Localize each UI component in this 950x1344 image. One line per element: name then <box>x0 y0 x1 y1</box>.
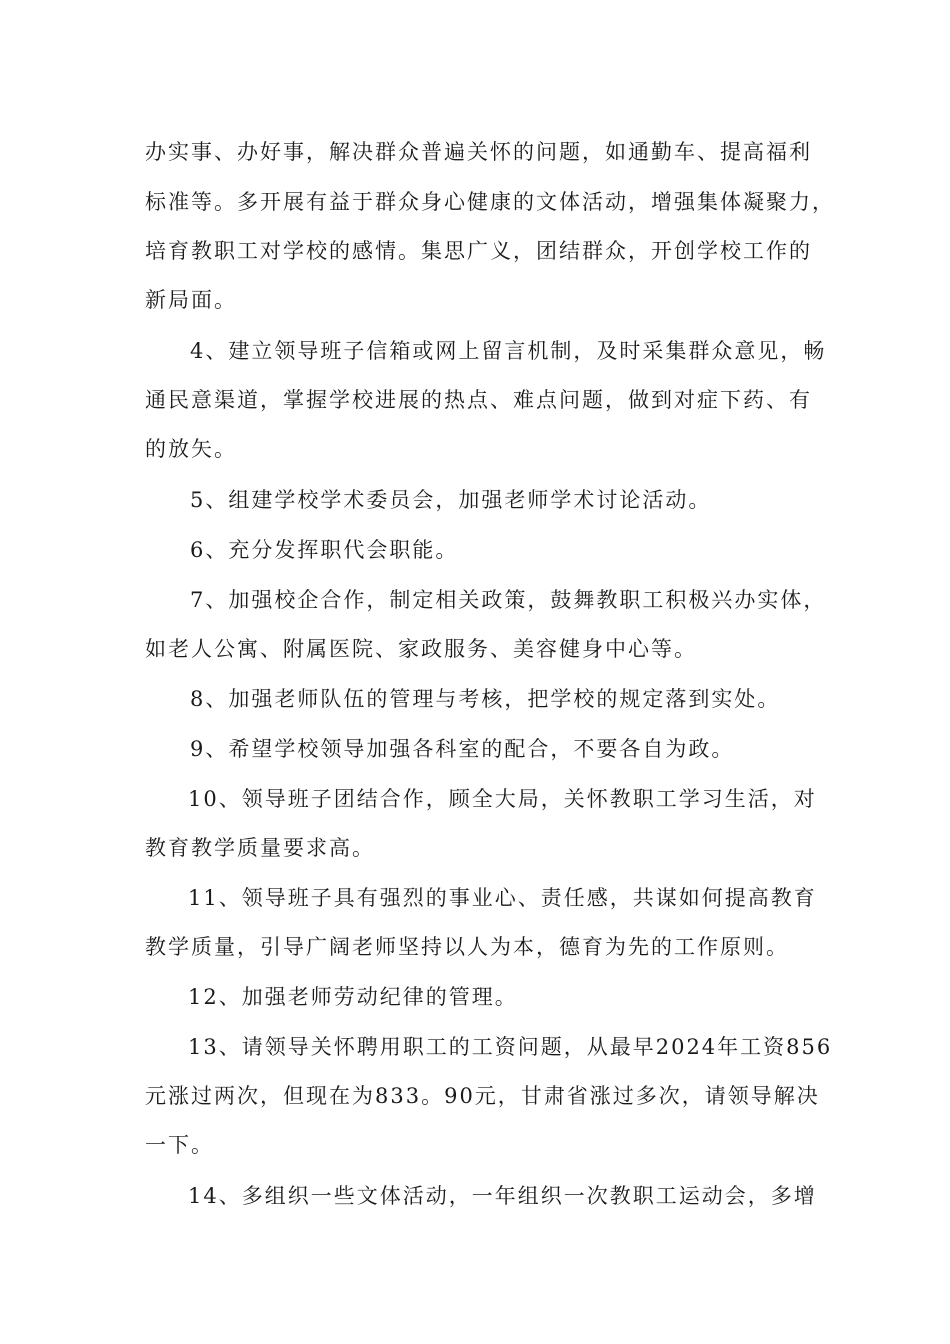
text-line: 9、希望学校领导加强各科室的配合，不要各自为政。 <box>190 737 735 761</box>
text-line: 元涨过两次，但现在为833。90元，甘肃省涨过多次，请领导解决 <box>145 1084 820 1108</box>
text-line: 教学质量，引导广阔老师坚持以人为本，德育为先的工作原则。 <box>145 935 789 959</box>
text-line: 标准等。多开展有益于群众身心健康的文体活动，增强集体凝聚力， <box>145 190 835 214</box>
text-line: 4、建立领导班子信箱或网上留言机制，及时采集群众意见，畅 <box>190 339 827 363</box>
text-line: 6、充分发挥职代会职能。 <box>190 538 459 562</box>
text-line: 14、多组织一些文体活动，一年组织一次教职工运动会，多增 <box>188 1184 817 1208</box>
text-line: 7、加强校企合作，制定相关政策，鼓舞教职工积极兴办实体， <box>190 588 827 612</box>
text-line: 12、加强老师劳动纪律的管理。 <box>188 985 518 1009</box>
text-line: 教育教学质量要求高。 <box>145 836 375 860</box>
text-line: 5、组建学校学术委员会，加强老师学术讨论活动。 <box>190 488 712 512</box>
text-line: 办实事、办好事，解决群众普遍关怀的问题，如通勤车、提高福利 <box>145 140 812 164</box>
text-line: 新局面。 <box>145 288 237 312</box>
text-line: 11、领导班子具有强烈的事业心、责任感，共谋如何提高教育 <box>188 886 817 910</box>
text-line: 培育教职工对学校的感情。集思广义，团结群众，开创学校工作的 <box>145 239 812 263</box>
text-line: 8、加强老师队伍的管理与考核，把学校的规定落到实处。 <box>190 687 781 711</box>
text-line: 如老人公寓、附属医院、家政服务、美容健身中心等。 <box>145 637 697 661</box>
text-line: 10、领导班子团结合作，顾全大局，关怀教职工学习生活，对 <box>188 787 817 811</box>
text-line: 一下。 <box>145 1133 214 1157</box>
text-line: 的放矢。 <box>145 437 237 461</box>
text-line: 通民意渠道，掌握学校进展的热点、难点问题，做到对症下药、有 <box>145 388 812 412</box>
text-line: 13、请领导关怀聘用职工的工资问题，从最早2024年工资856 <box>188 1035 833 1059</box>
